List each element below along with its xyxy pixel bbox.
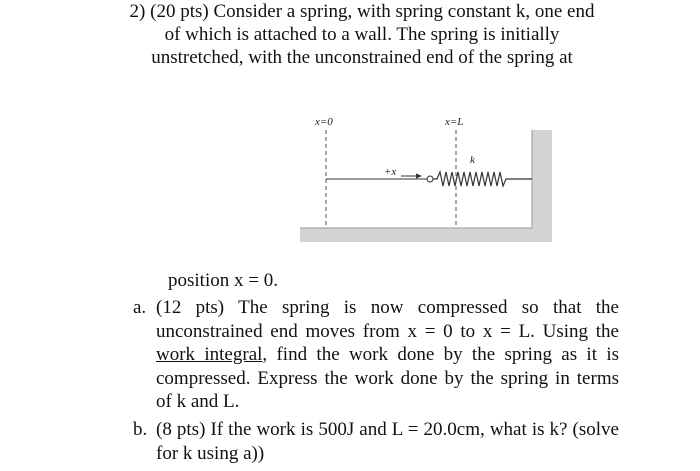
floor bbox=[300, 228, 552, 242]
part-a-text-after: , find the work done by the spring as it is compressed. Express the work done by the spring in terms of k and L. bbox=[156, 344, 619, 412]
label-k: k bbox=[470, 154, 475, 166]
plus-x-arrowhead bbox=[416, 174, 422, 179]
label-plus-x: +x bbox=[384, 166, 397, 178]
part-b-text: (8 pts) If the work is 500J and L = 20.0cm, what is k? (solve for k using a)) bbox=[156, 419, 619, 464]
intro-line-3: unstretched, with the unconstrained end of the spring at bbox=[151, 47, 573, 68]
problem-intro bbox=[102, 0, 622, 69]
part-a-text-before: (12 pts) The spring is now compressed so that the unconstrained end moves from x = 0 to x = L. Using the bbox=[156, 297, 619, 342]
part-a-underlined: work integral bbox=[156, 344, 263, 365]
part-a-letter: a. bbox=[133, 297, 147, 318]
spring-diagram-svg bbox=[296, 110, 556, 250]
label-xL: x=L bbox=[445, 116, 464, 128]
intro-line-1: 2) (20 pts) Consider a spring, with spring constant k, one end bbox=[129, 1, 595, 22]
label-x0: x=0 bbox=[315, 116, 333, 128]
part-a-text bbox=[156, 296, 619, 414]
position-text: position x = 0. bbox=[168, 270, 278, 291]
part-b-letter: b. bbox=[133, 419, 148, 440]
wall bbox=[532, 130, 552, 230]
intro-line-2: of which is attached to a wall. The spring is initially bbox=[164, 24, 560, 45]
spring-end-circle bbox=[427, 176, 433, 182]
spring-diagram bbox=[296, 110, 556, 250]
spring-coil bbox=[433, 172, 532, 186]
